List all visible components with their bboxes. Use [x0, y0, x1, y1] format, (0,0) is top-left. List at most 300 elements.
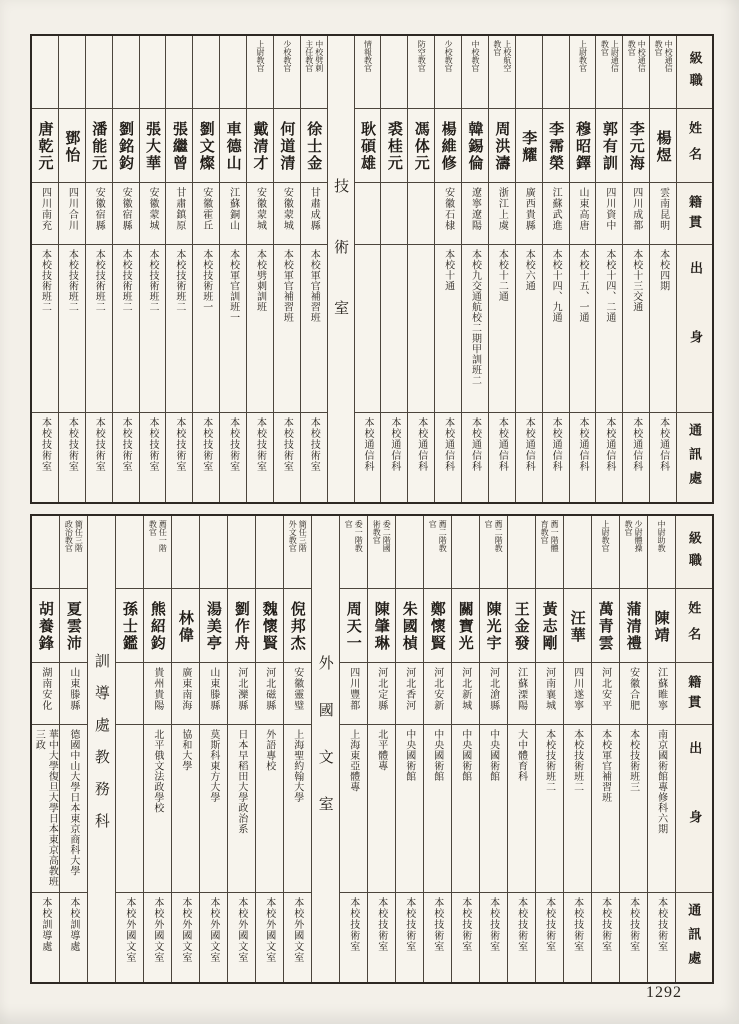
person-column — [434, 36, 461, 502]
origin-cell — [516, 244, 542, 412]
contact-cell — [144, 892, 171, 982]
contact-text: 本校技術室 — [120, 417, 132, 472]
place-cell — [408, 182, 434, 244]
rank-cell — [462, 36, 488, 108]
place-text: 安徽宿縣 — [93, 187, 105, 231]
origin-cell — [247, 244, 273, 412]
rank-cell — [623, 36, 649, 108]
name-cell — [648, 588, 675, 662]
contact-cell — [355, 412, 381, 502]
origin-text: 協和大學 — [179, 729, 191, 771]
name-cell — [193, 108, 219, 182]
rank-cell — [116, 516, 143, 588]
origin-text: 德國中山大學日本東京商科大學 — [67, 729, 79, 876]
place-cell — [172, 662, 199, 724]
rank-cell — [274, 36, 300, 108]
origin-cell — [536, 724, 563, 892]
place-cell — [200, 662, 227, 724]
name-text: 劉文燦 — [197, 121, 214, 172]
place-text: 河北磁縣 — [263, 667, 275, 711]
header-column — [675, 516, 712, 982]
contact-text: 本校通信科 — [388, 417, 400, 472]
section-label: 技術室 — [332, 177, 349, 361]
contact-text: 本校外國文室 — [235, 897, 247, 963]
name-cell — [596, 108, 622, 182]
contact-cell — [59, 412, 85, 502]
rank-cell — [32, 516, 59, 588]
contact-text: 本校技術室 — [431, 897, 443, 952]
contact-cell — [408, 412, 434, 502]
name-text: 李元海 — [627, 121, 644, 172]
header-label-origin: 出身 — [687, 740, 703, 879]
contact-text: 本校通信科 — [577, 417, 588, 472]
contact-text: 本校通信科 — [550, 417, 562, 472]
place-text: 四川成都 — [630, 187, 642, 231]
name-text: 朱國楨 — [400, 601, 417, 652]
person-column — [143, 516, 171, 982]
origin-cell — [648, 724, 675, 892]
rank-cell — [508, 516, 535, 588]
place-cell — [596, 182, 622, 244]
origin-text: 本校技術班二 — [66, 249, 78, 312]
contact-text: 本校外國文室 — [263, 897, 275, 963]
name-cell — [284, 588, 311, 662]
contact-text: 本校通信科 — [415, 417, 427, 472]
origin-cell — [32, 244, 58, 412]
place-cell — [396, 662, 423, 724]
person-column — [58, 36, 85, 502]
name-cell — [368, 588, 395, 662]
origin-cell — [623, 244, 649, 412]
place-text: 河北灤縣 — [235, 667, 247, 711]
contact-cell — [86, 412, 112, 502]
name-cell — [536, 588, 563, 662]
contact-cell — [620, 892, 647, 982]
place-cell — [650, 182, 676, 244]
origin-text: 本校技術班二 — [173, 249, 185, 312]
origin-cell — [650, 244, 676, 412]
contact-cell — [516, 412, 542, 502]
person-column — [367, 516, 395, 982]
name-cell — [166, 108, 192, 182]
rank-text: 上尉教官 — [256, 40, 265, 72]
header-label-contact: 通訊處 — [687, 422, 703, 495]
section-label: 外國文室 — [316, 655, 333, 843]
origin-cell — [144, 724, 171, 892]
contact-cell — [592, 892, 619, 982]
contact-text: 本校技術室 — [147, 417, 158, 472]
origin-cell — [564, 724, 591, 892]
origin-text: 大中體育科 — [515, 729, 527, 782]
contact-text: 本校通信科 — [603, 417, 615, 472]
origin-cell — [32, 724, 59, 892]
place-cell — [424, 662, 451, 724]
origin-cell — [570, 244, 596, 412]
name-text: 陳肇琳 — [372, 601, 389, 652]
name-text: 戴清才 — [251, 121, 268, 172]
place-text: 四川合川 — [66, 187, 78, 231]
place-cell — [301, 182, 327, 244]
name-cell — [247, 108, 273, 182]
origin-cell — [274, 244, 300, 412]
person-column — [395, 516, 423, 982]
rank-text: 委二階國術教官 — [372, 520, 392, 552]
place-cell — [60, 662, 87, 724]
name-cell — [570, 108, 596, 182]
contact-cell — [435, 412, 461, 502]
person-column — [451, 516, 479, 982]
contact-text: 本校外國文室 — [207, 897, 219, 963]
name-text: 周洪濤 — [493, 121, 510, 172]
header-place-cell — [676, 662, 712, 724]
place-text: 四川南充 — [39, 187, 51, 231]
place-cell — [220, 182, 246, 244]
name-text: 楊維修 — [439, 121, 456, 172]
name-text: 唐乾元 — [36, 121, 53, 172]
person-column — [59, 516, 87, 982]
place-cell — [193, 182, 219, 244]
name-cell — [340, 588, 367, 662]
origin-text: 本校技術班三 — [627, 729, 639, 792]
rank-text: 情報教官 — [363, 40, 373, 72]
name-text: 馮体元 — [412, 121, 429, 172]
person-column — [339, 516, 367, 982]
contact-text: 本校技術室 — [173, 417, 185, 472]
rank-cell — [193, 36, 219, 108]
name-text: 車德山 — [224, 121, 241, 172]
rank-cell — [381, 36, 407, 108]
contact-text: 本校通信科 — [630, 417, 642, 472]
name-cell — [424, 588, 451, 662]
origin-cell — [256, 724, 283, 892]
contact-text: 本校技術室 — [200, 417, 212, 472]
contact-cell — [648, 892, 675, 982]
rank-text: 簡任三階外文教官 — [288, 520, 308, 552]
contact-text: 本校外國文室 — [151, 897, 163, 963]
place-cell — [381, 182, 407, 244]
origin-cell — [228, 724, 255, 892]
origin-text: 北平俄文法政學校 — [151, 729, 163, 813]
place-cell — [284, 662, 311, 724]
name-text: 裘桂元 — [385, 121, 402, 172]
origin-cell — [592, 724, 619, 892]
origin-text: 本校技術班一 — [200, 249, 212, 312]
person-column — [32, 36, 58, 502]
origin-cell — [355, 244, 381, 412]
origin-cell — [435, 244, 461, 412]
place-text: 山東滕縣 — [207, 667, 219, 711]
contact-cell — [650, 412, 676, 502]
name-text: 關寶光 — [456, 601, 473, 652]
header-name-cell — [677, 108, 712, 182]
origin-text: 本校四期 — [657, 249, 669, 291]
place-text: 河北安平 — [599, 667, 611, 711]
name-text: 孫士鑑 — [120, 601, 137, 652]
contact-text: 本校技術室 — [254, 417, 266, 472]
place-text: 遼寧遼陽 — [469, 187, 481, 231]
origin-cell — [166, 244, 192, 412]
name-cell — [86, 108, 112, 182]
name-text: 汪華 — [568, 609, 585, 644]
origin-cell — [193, 244, 219, 412]
origin-cell — [408, 244, 434, 412]
place-cell — [462, 182, 488, 244]
header-label-name: 姓名 — [686, 600, 702, 653]
origin-cell — [60, 724, 87, 892]
rank-text: 中校通信教官 — [654, 40, 674, 72]
contact-cell — [172, 892, 199, 982]
name-cell — [32, 588, 59, 662]
name-cell — [408, 108, 434, 182]
origin-cell — [59, 244, 85, 412]
contact-cell — [424, 892, 451, 982]
person-column — [139, 36, 166, 502]
name-text: 倪邦杰 — [288, 601, 305, 652]
name-cell — [140, 108, 166, 182]
origin-cell — [543, 244, 569, 412]
place-cell — [140, 182, 166, 244]
place-text: 江蘇銅山 — [227, 187, 239, 231]
contact-cell — [623, 412, 649, 502]
place-cell — [228, 662, 255, 724]
rank-cell — [543, 36, 569, 108]
name-cell — [59, 108, 85, 182]
contact-cell — [381, 412, 407, 502]
name-text: 劉銘鈞 — [117, 121, 134, 172]
person-column — [569, 36, 596, 502]
person-column — [461, 36, 488, 502]
contact-cell — [596, 412, 622, 502]
contact-text: 本校技術室 — [599, 897, 611, 952]
rank-cell — [368, 516, 395, 588]
contact-cell — [140, 412, 166, 502]
name-text: 韓錫倫 — [466, 121, 483, 172]
contact-cell — [220, 412, 246, 502]
name-text: 湯美亭 — [204, 601, 221, 652]
contact-text: 本校通信科 — [523, 417, 535, 472]
header-label-place: 籍貫 — [686, 674, 702, 715]
place-text: 甘肅鎮原 — [173, 187, 185, 231]
place-text: 安徽蒙城 — [147, 187, 158, 231]
name-text: 王金發 — [512, 601, 529, 652]
origin-cell — [480, 724, 507, 892]
place-cell — [435, 182, 461, 244]
place-text: 山東高唐 — [577, 187, 588, 231]
header-rank-cell — [677, 36, 712, 108]
rank-cell — [596, 36, 622, 108]
place-text: 山東滕縣 — [67, 667, 79, 711]
contact-text: 本校技術室 — [655, 897, 667, 952]
contact-text: 本校技術室 — [227, 417, 239, 472]
origin-cell — [596, 244, 622, 412]
contact-cell — [368, 892, 395, 982]
origin-text: 本校技術班二 — [120, 249, 132, 312]
name-cell — [564, 588, 591, 662]
origin-text: 本校十二通 — [496, 249, 508, 302]
person-column — [32, 516, 59, 982]
contact-cell — [508, 892, 535, 982]
name-cell — [543, 108, 569, 182]
name-text: 陳光宇 — [484, 601, 501, 652]
place-cell — [623, 182, 649, 244]
origin-text: 本校軍官補習班 — [308, 249, 320, 323]
name-cell — [620, 588, 647, 662]
name-cell — [200, 588, 227, 662]
place-cell — [116, 662, 143, 724]
rank-cell — [113, 36, 139, 108]
rank-cell — [564, 516, 591, 588]
rank-cell — [650, 36, 676, 108]
person-column — [380, 36, 407, 502]
place-cell — [592, 662, 619, 724]
origin-cell — [452, 724, 479, 892]
origin-cell — [508, 724, 535, 892]
name-cell — [301, 108, 327, 182]
person-column — [112, 36, 139, 502]
person-column — [171, 516, 199, 982]
contact-text: 本校技術室 — [627, 897, 639, 952]
origin-cell — [220, 244, 246, 412]
origin-cell — [340, 724, 367, 892]
rank-cell — [435, 36, 461, 108]
name-text: 蒲清禮 — [624, 601, 641, 652]
rank-cell — [284, 516, 311, 588]
origin-text: 本校九交通航校二期甲訓班二 — [469, 249, 481, 386]
place-cell — [516, 182, 542, 244]
origin-text: 北平體專 — [375, 729, 387, 771]
person-column — [535, 516, 563, 982]
rank-cell — [228, 516, 255, 588]
header-column — [676, 36, 712, 502]
place-text: 廣東南海 — [179, 667, 191, 711]
person-column — [542, 36, 569, 502]
header-label-rank: 級職 — [687, 51, 703, 95]
origin-text: 本校十通 — [442, 249, 454, 291]
person-column — [647, 516, 675, 982]
name-cell — [60, 588, 87, 662]
place-text: 四川豐都 — [347, 667, 359, 711]
contact-text: 本校技術室 — [571, 897, 583, 952]
person-column — [407, 36, 434, 502]
contact-cell — [564, 892, 591, 982]
name-cell — [508, 588, 535, 662]
contact-cell — [116, 892, 143, 982]
place-text: 安徽靈璧 — [291, 667, 303, 711]
name-cell — [113, 108, 139, 182]
name-text: 張大華 — [144, 121, 160, 172]
name-text: 周天一 — [344, 601, 361, 652]
name-text: 潘能元 — [90, 121, 107, 172]
origin-text: 外語專校 — [263, 729, 275, 771]
rank-cell — [220, 36, 246, 108]
header-label-contact: 通訊處 — [686, 902, 702, 975]
person-column — [115, 516, 143, 982]
contact-text: 本校技術室 — [281, 417, 293, 472]
rank-cell — [60, 516, 87, 588]
rank-text: 薦二階教官 — [428, 520, 448, 552]
contact-text: 本校通信科 — [496, 417, 508, 472]
place-cell — [648, 662, 675, 724]
name-text: 鄧怡 — [63, 129, 80, 164]
name-text: 鄭懷賢 — [428, 601, 445, 652]
place-cell — [480, 662, 507, 724]
header-label-place: 籍貫 — [687, 194, 703, 235]
contact-cell — [301, 412, 327, 502]
section-divider-column — [311, 516, 339, 982]
person-column — [227, 516, 255, 982]
person-column — [649, 36, 676, 502]
place-text: 河北安新 — [431, 667, 443, 711]
place-text: 四川遂寧 — [571, 667, 583, 711]
place-cell — [564, 662, 591, 724]
contact-text: 本校通信科 — [442, 417, 454, 472]
origin-text: 本校軍官訓班一 — [227, 249, 239, 323]
place-text: 浙江上虞 — [496, 187, 508, 231]
place-text: 廣西貴縣 — [523, 187, 535, 231]
name-text: 徐士金 — [305, 121, 322, 172]
origin-cell — [424, 724, 451, 892]
upper-roster-table — [30, 34, 714, 504]
name-text: 萬青雲 — [596, 601, 613, 652]
contact-cell — [489, 412, 515, 502]
origin-text: 本校技術班二 — [93, 249, 105, 312]
contact-cell — [570, 412, 596, 502]
page-number: 1292 — [646, 984, 682, 1001]
origin-cell — [284, 724, 311, 892]
rank-cell — [396, 516, 423, 588]
rank-text: 中校通信教官 — [627, 40, 647, 72]
place-cell — [256, 662, 283, 724]
contact-cell — [452, 892, 479, 982]
contact-text: 本校技術室 — [403, 897, 415, 952]
contact-text: 本校外國文室 — [123, 897, 135, 963]
contact-text: 本校技術室 — [487, 897, 499, 952]
name-cell — [32, 108, 58, 182]
origin-text: 本校技術班二 — [543, 729, 555, 792]
lower-roster-table — [30, 514, 714, 984]
rank-cell — [247, 36, 273, 108]
rank-cell — [301, 36, 327, 108]
rank-cell — [452, 516, 479, 588]
rank-cell — [489, 36, 515, 108]
origin-cell — [620, 724, 647, 892]
contact-cell — [340, 892, 367, 982]
contact-cell — [543, 412, 569, 502]
header-origin-cell — [677, 244, 712, 412]
rank-cell — [592, 516, 619, 588]
place-cell — [86, 182, 112, 244]
name-text: 張繼曾 — [170, 121, 187, 172]
name-text: 何道清 — [278, 121, 295, 172]
contact-text: 本校外國文室 — [179, 897, 191, 963]
origin-text: 本校十四、二通 — [603, 249, 615, 323]
place-cell — [113, 182, 139, 244]
name-text: 耿碩雄 — [359, 121, 375, 172]
place-cell — [274, 182, 300, 244]
contact-text: 本校外國文室 — [291, 897, 303, 963]
header-label-rank: 級職 — [686, 531, 702, 575]
rank-cell — [172, 516, 199, 588]
person-column — [354, 36, 381, 502]
name-cell — [228, 588, 255, 662]
name-text: 李霈榮 — [547, 121, 564, 172]
contact-cell — [228, 892, 255, 982]
person-column — [515, 36, 542, 502]
contact-cell — [200, 892, 227, 982]
rank-text: 簡任三階政治教官 — [64, 520, 84, 552]
rank-cell — [144, 516, 171, 588]
rank-cell — [59, 36, 85, 108]
